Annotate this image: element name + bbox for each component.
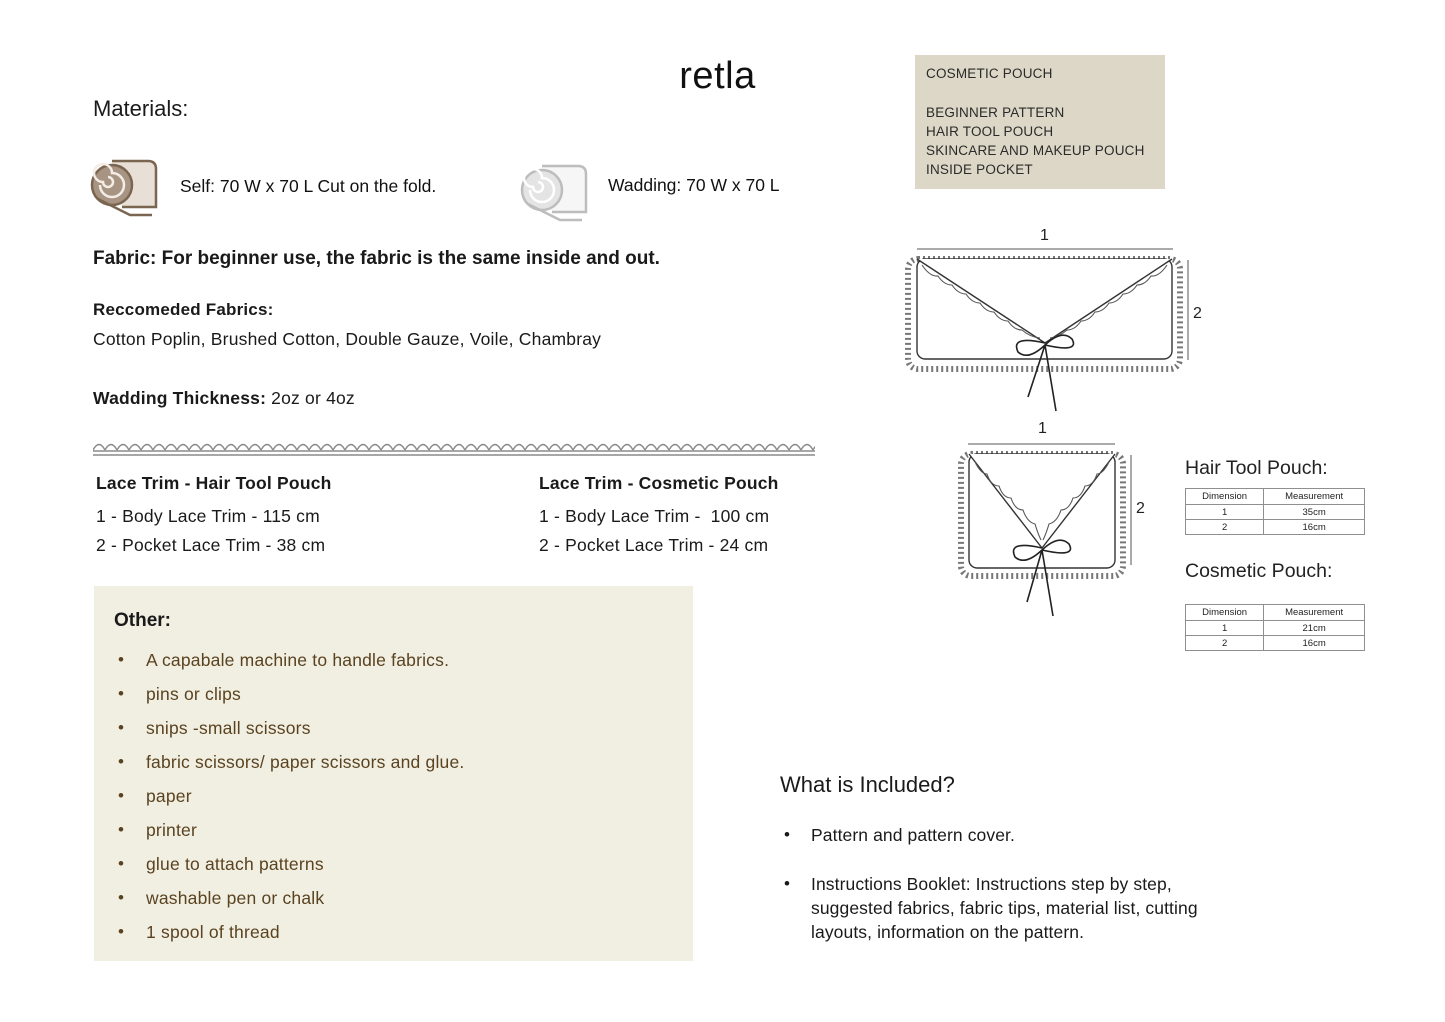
wadding-value: 70 W x 70 L xyxy=(686,175,780,195)
recommended-fabrics-list: Cotton Poplin, Brushed Cotton, Double Gauze, Voile, Chambray xyxy=(93,329,602,349)
bullet: • xyxy=(118,718,124,737)
table-header-row xyxy=(1186,489,1365,505)
diagram-dim-1-label: 1 xyxy=(1038,420,1047,437)
info-box-line: INSIDE POCKET xyxy=(926,162,1033,177)
wadding-material xyxy=(608,175,780,196)
lace-trim-hair-item: 1 - Body Lace Trim - 115 cm xyxy=(96,506,320,526)
included-item: Pattern and pattern cover. xyxy=(811,825,1015,845)
cosmetic-pouch-title: Cosmetic Pouch: xyxy=(1185,560,1333,582)
hair-tool-pouch-table xyxy=(1185,488,1365,535)
table-row xyxy=(1186,520,1365,535)
info-box-line: BEGINNER PATTERN xyxy=(926,105,1065,120)
table-header: Dimension xyxy=(1186,605,1264,621)
bullet: • xyxy=(118,922,124,941)
table-cell: 2 xyxy=(1186,520,1264,535)
lace-trim-cosmetic-item: 2 - Pocket Lace Trim - 24 cm xyxy=(539,535,769,555)
materials-heading: Materials: xyxy=(93,96,189,121)
table-cell: 16cm xyxy=(1264,520,1365,535)
included-heading: What is Included? xyxy=(780,772,955,797)
bullet: • xyxy=(118,650,124,669)
bullet: • xyxy=(118,820,124,839)
wadding-roll-icon xyxy=(520,160,590,222)
table-row xyxy=(1186,621,1365,636)
lace-trim-hair-item: 2 - Pocket Lace Trim - 38 cm xyxy=(96,535,326,555)
table-row xyxy=(1186,636,1365,651)
list-item: glue to attach patterns xyxy=(146,854,324,874)
bullet: • xyxy=(118,786,124,805)
bullet: • xyxy=(118,888,124,907)
self-value: 70 W x 70 L Cut on the fold. xyxy=(219,176,437,196)
list-item: pins or clips xyxy=(146,684,241,704)
list-item: printer xyxy=(146,820,198,840)
fabric-roll-icon xyxy=(90,155,160,217)
bullet: • xyxy=(118,854,124,873)
table-header: Measurement xyxy=(1264,489,1365,505)
other-heading: Other: xyxy=(114,610,171,631)
self-label: Self: xyxy=(180,176,216,196)
table-cell: 2 xyxy=(1186,636,1264,651)
wadding-label: Wadding: xyxy=(608,175,682,195)
bullet: • xyxy=(118,752,124,771)
table-cell: 35cm xyxy=(1264,505,1365,520)
wadding-thickness xyxy=(93,388,355,409)
lace-trim-cosmetic-item: 1 - Body Lace Trim - 100 cm xyxy=(539,506,770,526)
hair-tool-pouch-title: Hair Tool Pouch: xyxy=(1185,457,1328,479)
table-header: Measurement xyxy=(1264,605,1365,621)
bullet: • xyxy=(784,874,790,893)
cosmetic-pouch-table xyxy=(1185,604,1365,651)
table-cell: 1 xyxy=(1186,505,1264,520)
cosmetic-pouch-diagram xyxy=(955,430,1155,625)
included-item: Instructions Booklet: Instructions step by step, suggested fabrics, fabric tips, material list, cutting layouts, information on the pattern. xyxy=(811,874,1198,942)
list-item: A capabale machine to handle fabrics. xyxy=(146,650,450,670)
hair-tool-pouch-diagram xyxy=(900,225,1220,420)
lace-trim-hair-heading: Lace Trim - Hair Tool Pouch xyxy=(96,473,332,493)
brand-logo: retla xyxy=(679,55,756,97)
info-box-title: COSMETIC POUCH xyxy=(926,66,1053,81)
list-item: paper xyxy=(146,786,192,806)
list-item: washable pen or chalk xyxy=(146,888,325,908)
lace-trim-divider xyxy=(93,440,815,460)
self-material xyxy=(180,176,436,197)
pattern-info-box xyxy=(915,55,1165,189)
lace-trim-cosmetic-heading: Lace Trim - Cosmetic Pouch xyxy=(539,473,779,493)
list-item: snips -small scissors xyxy=(146,718,311,738)
diagram-dim-2-label: 2 xyxy=(1193,305,1202,322)
table-header-row xyxy=(1186,605,1365,621)
list-item: fabric scissors/ paper scissors and glue. xyxy=(146,752,465,772)
diagram-dim-2-label: 2 xyxy=(1136,500,1145,517)
table-cell: 21cm xyxy=(1264,621,1365,636)
info-box-line: HAIR TOOL POUCH xyxy=(926,124,1054,139)
diagram-dim-1-label: 1 xyxy=(1040,227,1049,244)
table-header: Dimension xyxy=(1186,489,1264,505)
list-item: 1 spool of thread xyxy=(146,922,280,942)
table-cell: 1 xyxy=(1186,621,1264,636)
fabric-note: Fabric: For beginner use, the fabric is the same inside and out. xyxy=(93,248,660,269)
table-cell: 16cm xyxy=(1264,636,1365,651)
bullet: • xyxy=(118,684,124,703)
table-row xyxy=(1186,505,1365,520)
info-box-line: SKINCARE AND MAKEUP POUCH xyxy=(926,143,1145,158)
other-supplies-box xyxy=(94,586,693,961)
bullet: • xyxy=(784,825,790,844)
wadding-thickness-label: Wadding Thickness: xyxy=(93,388,267,408)
recommended-fabrics-heading: Reccomeded Fabrics: xyxy=(93,300,274,319)
wadding-thickness-value: 2oz or 4oz xyxy=(271,388,355,408)
